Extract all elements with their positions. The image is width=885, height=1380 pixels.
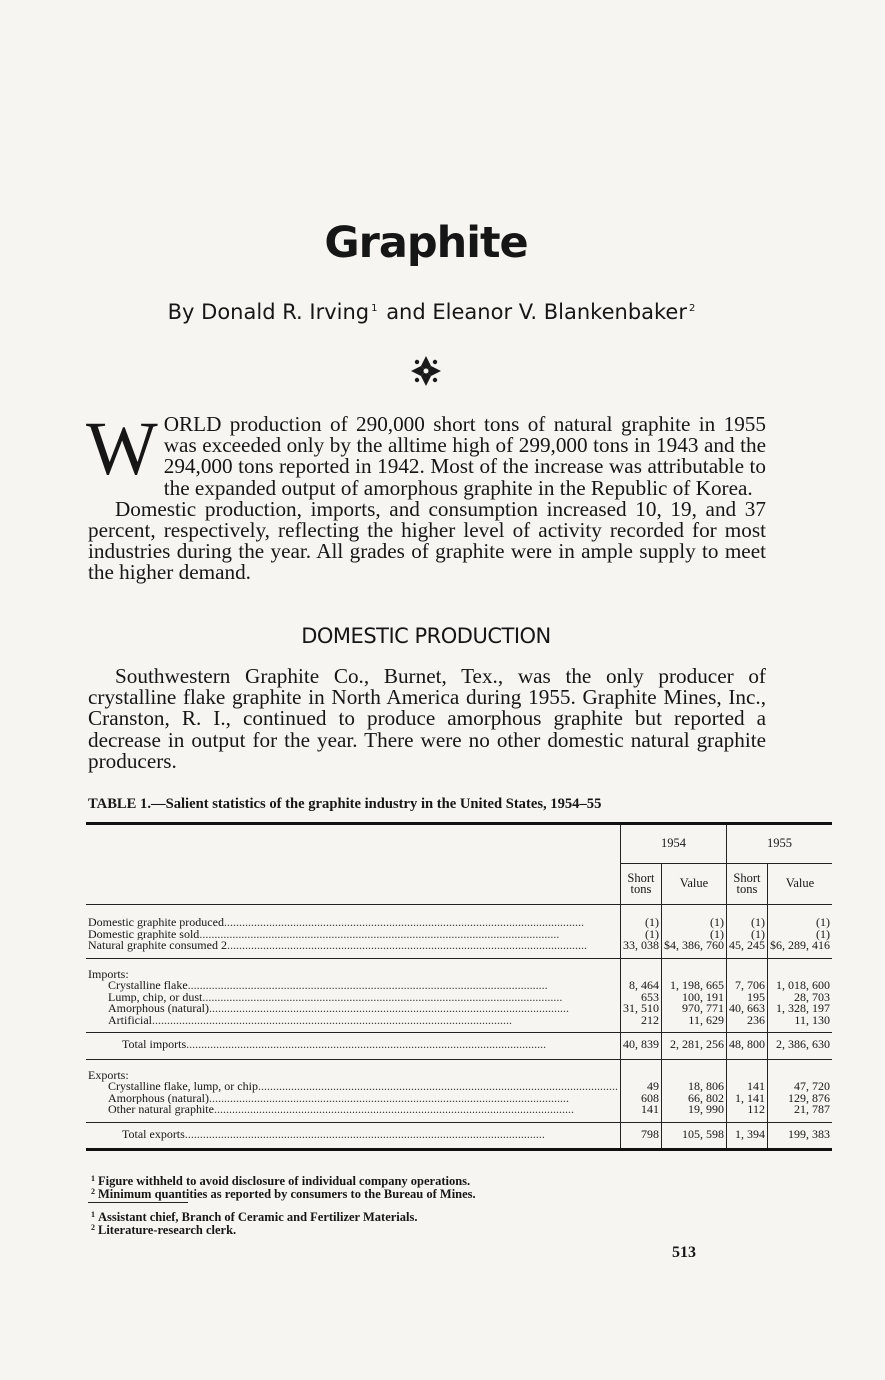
table-total-row: [86, 1033, 832, 1060]
table-row-cell: 28, 703: [767, 992, 832, 1004]
table-row-cell: 19, 990: [661, 1104, 726, 1122]
table-total-cell: 798: [620, 1122, 661, 1150]
table-total-cell: 2, 386, 630: [767, 1033, 832, 1060]
table-row-cell: 100, 191: [661, 992, 726, 1004]
table-row-cell: (1): [661, 929, 726, 941]
byline-conjunction: and: [386, 300, 426, 324]
table-row-label: Amorphous (natural)........................................................................................................................: [108, 1092, 569, 1104]
footnote-separator: [88, 1202, 188, 1203]
table-row-label-text: Amorphous (natural): [108, 1092, 209, 1104]
table-row-cell: 195: [726, 992, 767, 1004]
drop-cap: W: [86, 407, 158, 491]
table-row: [86, 1015, 832, 1033]
table-row-cell: $4, 386, 760: [661, 940, 726, 958]
table-row-label: Amorphous (natural)........................................................................................................................: [108, 1003, 569, 1015]
table-footnote-1-text: Figure withheld to avoid disclosure of individual company operations.: [98, 1174, 471, 1188]
table-stub-header: [86, 824, 620, 905]
table-footnote-1-mark: 1: [91, 1174, 95, 1183]
author-note-2: [91, 1221, 236, 1237]
author-2-note: 2: [689, 303, 696, 314]
empty-cell: [620, 1059, 661, 1081]
table-row: [86, 940, 832, 958]
section-paragraph-1: Southwestern Graphite Co., Burnet, Tex., was the only producer of crystalline flake graphite in North America during 1955. Graphite Mines, Inc., Cranston, R. I., continued to produce amorphous graphite but reported a decrease in output for the year. There were no other domestic natural graphite producers.: [88, 664, 766, 773]
table-total-label-text: Total imports: [122, 1037, 187, 1051]
salient-statistics-table-container: [86, 822, 830, 1151]
table-row-cell: 1, 141: [726, 1093, 767, 1105]
page-title: Graphite: [324, 218, 528, 268]
table-group-header-row: [86, 958, 832, 980]
table-row-cell: (1): [767, 929, 832, 941]
table-row-cell: 141: [620, 1104, 661, 1122]
salient-statistics-table: [86, 822, 832, 1151]
empty-cell: [767, 958, 832, 980]
table-row-cell: 7, 706: [726, 980, 767, 992]
table-row-cell: 11, 130: [767, 1015, 832, 1033]
col-short-tons-1954: Short tons: [620, 864, 661, 905]
table-row-cell: 49: [620, 1081, 661, 1093]
table-row-cell: 18, 806: [661, 1081, 726, 1093]
table-row-label-text: Crystalline flake: [108, 980, 188, 992]
table-row-cell: 653: [620, 992, 661, 1004]
table-total-label: Total exports........................................................................................................................: [86, 1122, 620, 1150]
table-row-cell: (1): [726, 929, 767, 941]
table-row-cell: 1, 328, 197: [767, 1003, 832, 1015]
table-row-label-text: Lump, chip, or dust: [108, 991, 203, 1003]
table-total-cell: 2, 281, 256: [661, 1033, 726, 1060]
table-row-cell: 1, 198, 665: [661, 980, 726, 992]
table-row-cell: 129, 876: [767, 1093, 832, 1105]
table-group-header: Imports:: [88, 966, 129, 981]
table-row-label: Domestic graphite sold........................................................................................................................: [88, 928, 560, 940]
table-total-cell: 1, 394: [726, 1122, 767, 1150]
table-row-label-text: Domestic graphite produced: [88, 915, 224, 929]
table-footnote-2-mark: 2: [91, 1187, 95, 1196]
table-total-cell: 105, 598: [661, 1122, 726, 1150]
table-row-label: Artificial........................................................................................................................: [86, 1015, 620, 1033]
empty-cell: [661, 1059, 726, 1081]
table-row-cell: 31, 510: [620, 1003, 661, 1015]
table-total-cell: 40, 839: [620, 1033, 661, 1060]
table-row-cell: (1): [661, 905, 726, 929]
section-heading: DOMESTIC PRODUCTION: [301, 624, 551, 648]
author-note-2-mark: 2: [91, 1223, 95, 1232]
empty-cell: [661, 958, 726, 980]
table-row-cell: 47, 720: [767, 1081, 832, 1093]
table-row-cell: 112: [726, 1104, 767, 1122]
table-row-cell: 1, 018, 600: [767, 980, 832, 992]
table-row-label-text: Artificial: [108, 1014, 152, 1027]
table-row-label-text: Domestic graphite sold: [88, 928, 200, 940]
table-caption: TABLE 1.—Salient statistics of the graphite industry in the United States, 1954–55: [88, 796, 602, 812]
table-row-label: Other natural graphite........................................................................................................................: [86, 1104, 620, 1122]
table-row-cell: 21, 787: [767, 1104, 832, 1122]
author-note-1-mark: 1: [91, 1210, 95, 1219]
table-row-cell: 33, 038: [620, 940, 661, 958]
intro-paragraph-2: Domestic production, imports, and consumption increased 10, 19, and 37 percent, respectively, reflecting the higher level of activity recorded for most industries during the year. All grades of graphite were in ample supply to meet the higher demand.: [88, 496, 766, 585]
table-total-row: [86, 1122, 832, 1150]
table-row-cell: (1): [620, 905, 661, 929]
intro-paragraph-1-text: ORLD production of 290,000 short tons of natural graphite in 1955 was exceeded only by the alltime high of 299,000 tons in 1943 and the 294,000 tons reported in 1942. Most of the increase was attributable to the expanded output of amorphous graphite in the Republic of Korea.: [163, 412, 766, 500]
col-value-1955: Value: [767, 864, 832, 905]
section-text: [88, 666, 766, 772]
col-value-1954: Value: [661, 864, 726, 905]
table-row-cell: (1): [767, 905, 832, 929]
table-group-header: Exports:: [88, 1067, 129, 1082]
byline-prefix: By: [167, 300, 195, 324]
empty-cell: [726, 958, 767, 980]
table-row-label: Crystalline flake........................................................................................................................: [108, 980, 548, 992]
table-row-label-text: Amorphous (natural): [108, 1003, 209, 1015]
year-1955-header: 1955: [726, 824, 832, 864]
table-row-cell: 45, 245: [726, 940, 767, 958]
table-row-label: Domestic graphite produced........................................................................................................................: [88, 915, 584, 929]
table-total-label: Total imports........................................................................................................................: [86, 1033, 620, 1060]
author-1-note: 1: [371, 303, 378, 314]
empty-cell: [620, 958, 661, 980]
table-row-cell: 40, 663: [726, 1003, 767, 1015]
table-row-cell: 236: [726, 1015, 767, 1033]
table-footnote-2: [91, 1185, 476, 1201]
author-1: Donald R. Irving: [201, 300, 370, 324]
byline: [0, 300, 865, 324]
table-row-label: Crystalline flake, lump, or chip........................................................................................................................: [108, 1081, 618, 1093]
fleuron-ornament-icon: [409, 354, 443, 388]
table-row-cell: 11, 629: [661, 1015, 726, 1033]
table-row-label-text: Other natural graphite: [108, 1104, 214, 1116]
table-total-label-text: Total exports: [122, 1126, 185, 1141]
table-footnote-2-text: Minimum quantities as reported by consumers to the Bureau of Mines.: [98, 1187, 476, 1201]
table-group-header-row: [86, 1059, 832, 1081]
table-row-label-text: Natural graphite consumed 2: [88, 940, 227, 952]
table-row-label-text: Crystalline flake, lump, or chip: [108, 1081, 258, 1093]
table-row-cell: 66, 802: [661, 1093, 726, 1105]
author-note-1-text: Assistant chief, Branch of Ceramic and Fertilizer Materials.: [98, 1210, 418, 1224]
table-row-cell: 141: [726, 1081, 767, 1093]
intro-text: [86, 407, 766, 585]
author-2: Eleanor V. Blankenbaker: [432, 300, 687, 324]
table-total-cell: 48, 800: [726, 1033, 767, 1060]
table-total-cell: 199, 383: [767, 1122, 832, 1150]
empty-cell: [767, 1059, 832, 1081]
table-row-cell: 212: [620, 1015, 661, 1033]
intro-paragraph-1: [86, 407, 766, 500]
table-row-label: Lump, chip, or dust........................................................................................................................: [108, 991, 563, 1003]
table-row: [86, 905, 832, 929]
table-row-cell: $6, 289, 416: [767, 940, 832, 958]
table-row-cell: 8, 464: [620, 980, 661, 992]
page-number: 513: [672, 1244, 696, 1261]
table-row-label: Natural graphite consumed 2........................................................................................................................: [86, 940, 620, 958]
table-row-cell: 608: [620, 1093, 661, 1105]
table-row-cell: 970, 771: [661, 1003, 726, 1015]
author-note-2-text: Literature-research clerk.: [98, 1223, 237, 1237]
empty-cell: [726, 1059, 767, 1081]
year-1954-header: 1954: [620, 824, 726, 864]
col-short-tons-1955: Short tons: [726, 864, 767, 905]
table-row-cell: (1): [620, 929, 661, 941]
table-row: [86, 1104, 832, 1122]
table-row-cell: (1): [726, 905, 767, 929]
